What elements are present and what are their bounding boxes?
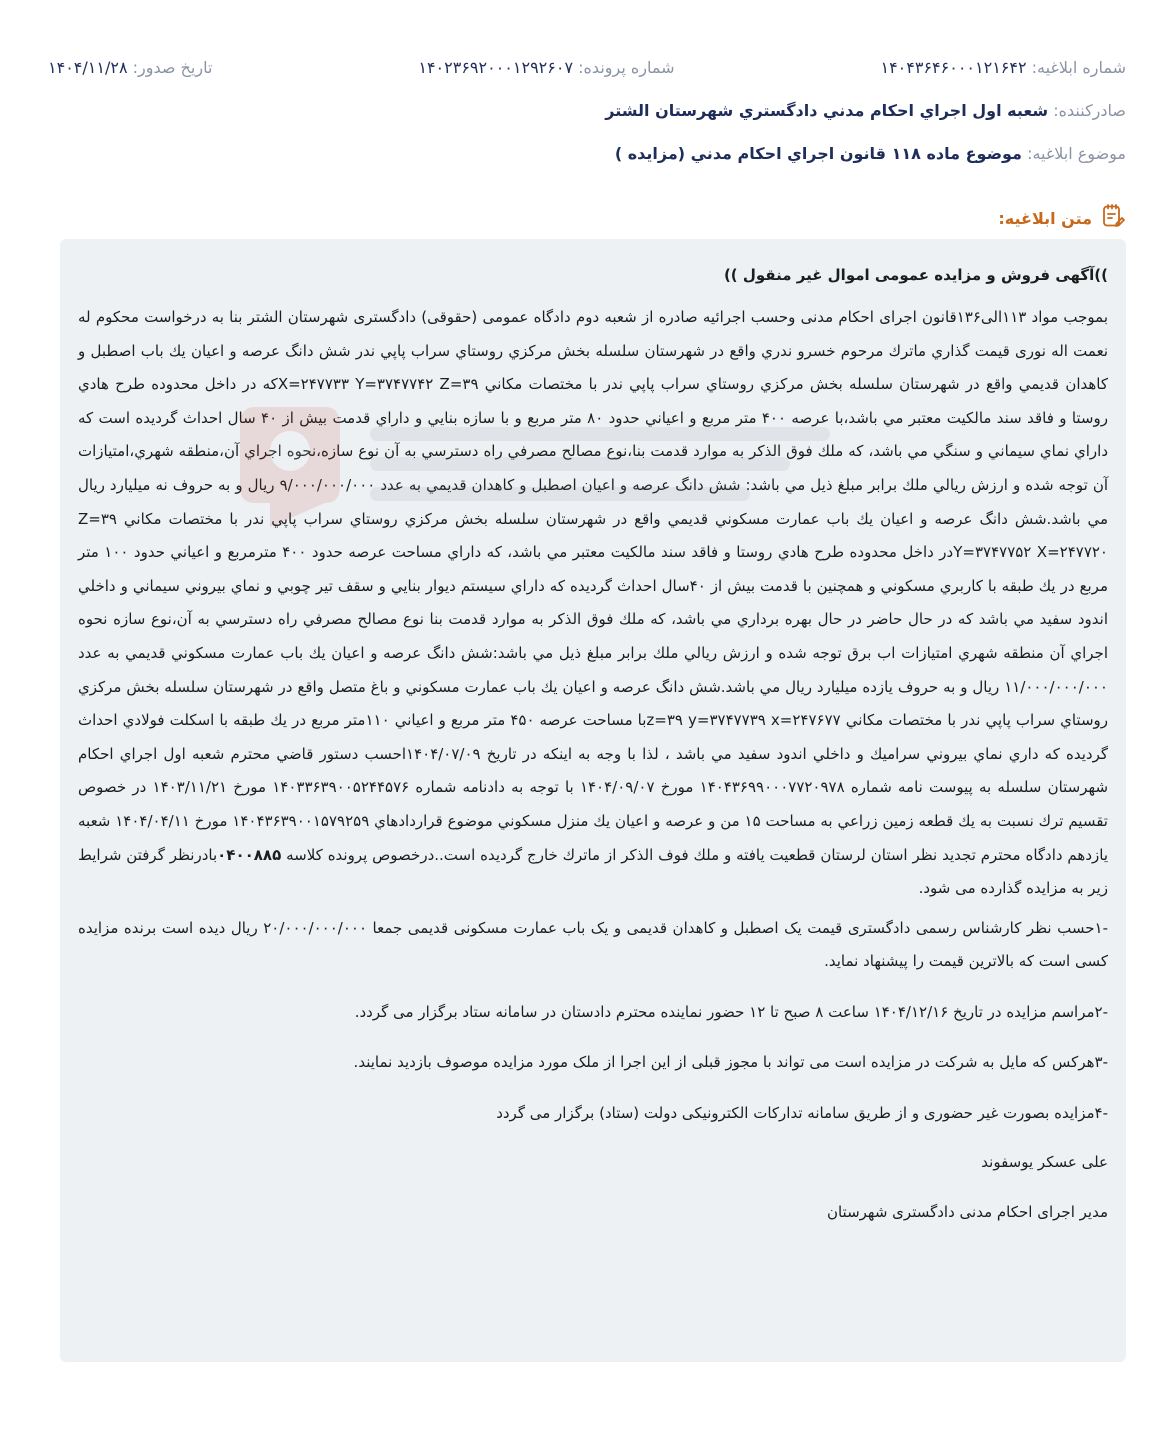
issue-date-label: تاریخ صدور: — [132, 58, 213, 77]
subject: موضوع ماده ۱۱۸ قانون اجراي احكام مدني (مزايده ) — [614, 144, 1022, 163]
meta-row-numbers — [48, 58, 1126, 77]
issuer-label: صادرکننده: — [1053, 101, 1126, 120]
issuer-row — [48, 101, 1126, 120]
subject-label: موضوع ابلاغیه: — [1027, 144, 1126, 163]
term-item-4: -۴مزایده بصورت غیر حضوری و از طریق سامانه تدارکات الکترونیکی دولت (ستاد) برگزار می گردد — [496, 1104, 1108, 1123]
term-item-1: -۱حسب نظر کارشناس رسمی دادگستری قیمت یک اصطبل و کاهدان قدیمی و یک باب عمارت مسکونی قدیمی جمعا ۲۰/۰۰۰/۰۰۰/۰۰۰ ریال دیده است برنده مزایده کسی است که بالاترین قیمت را پیشنهاد نماید. — [78, 918, 1108, 971]
file-number-field — [418, 58, 674, 77]
notice-title: ))آگهی فروش و مزایده عمومی اموال غیر منقول )) — [723, 266, 1108, 284]
notice-body-part2: بادرنظر گرفتن شرايط زير به مزايده گذارده می شود. — [78, 845, 1108, 898]
notice-number-field — [880, 58, 1126, 77]
issue-date-field — [48, 58, 212, 77]
notice-text-heading — [998, 203, 1126, 233]
notice-body-part1: بموجب مواد ۱۱۳الی۱۳۶قانون اجرای احکام مدنی وحسب اجرائیه صادره از شعبه دوم دادگاه عمومی (حقوقی) دادگستری شهرستان الشتر بنا به درخواست محکوم له نعمت اله نوری قيمت گذاري ماترك مرحوم خسرو ندري واقع در شهرستان سلسله بخش مركزي روستاي سراب پاپي ندر شش دانگ عرصه و اعيان يك باب اصطبل و كاهدان قديمي واقع در شهرستان سلسله بخش مركزي روستاي سراب پاپي ندر با مختصات مكاني X=۲۴۷۷۳۳ Y=۳۷۴۷۷۴۲ Z=۳۹كه در داخل محدوده طرح هادي روستا و فاقد سند مالكيت معتبر مي باشد،با عرصه ۴۰۰ متر مربع و اعياني حدود ۸۰ متر مربع و با سازه بنايي و داراي قدمت بيش از ۴۰ سال احداث گرديده است كه داراي نماي سيماني و سنگي مي باشد، كه ملك فوق الذكر به موارد قدمت بنا،نوع مصالح مصرفي راه دسترسي به آن نوع سازه،نحوه اجراي آن،منطقه شهري،امتيازات آن توجه شده و ارزش ريالي ملك برابر مبلغ ذيل مي باشد: شش دانگ عرصه و اعيان اصطبل و كاهدان قديمي به عدد ۹/۰۰۰/۰۰۰/۰۰۰ ريال و به حروف نه ميليارد ريال مي باشد.شش دانگ عرصه و اعيان يك باب عمارت مسكوني قديمي واقع در شهرستان سلسله بخش مركزي روستاي سراب پاپي ندر با مختصات مكاني Z=۳۹ Y=۳۷۴۷۷۵۲ X=۲۴۷۷۲۰در داخل محدوده طرح هادي روستا و فاقد سند مالكيت معتبر مي باشد، كه داراي مساحت عرصه حدود ۴۰۰ مترمربع و اعياني حدود ۱۰۰ متر مربع در يك طبقه با كاربري مسكوني و همچنين با قدمت بيش از ۴۰سال احداث گرديده كه داراي سيستم ديوار بنايي و سقف تير چوبي و نماي بيروني سيماني و داخلي اندود سفيد مي باشد كه در حال حاضر در حال بهره برداري مي باشد، كه ملك فوق الذكر به موارد قدمت بنا نوع مصالح مصرفي راه دسترسي به آن،نوع سازه نحوه اجراي آن منطقه شهري امتيازات اب برق توجه شده و ارزش ريالي ملك برابر مبلغ ذيل مي باشد:شش دانگ عرصه و اعيان يك باب عمارت مسكوني قديمي به عدد ۱۱/۰۰۰/۰۰۰/۰۰۰ ريال و به حروف يازده ميليارد ريال مي باشد.شش دانگ عرصه و اعيان يك باب عمارت مسكوني و باغ متصل واقع در شهرستان سلسله بخش مركزي روستاي سراب پاپي ندر با مختصات مكاني z=۳۹ y=۳۷۴۷۷۳۹ x=۲۴۷۶۷۷با مساحت عرصه ۴۵۰ متر مربع و اعياني ۱۱۰متر مربع در يك طبقه با اسكلت فولادي احداث گرديده كه داري نماي بيروني سراميك و داخلي اندود سفيد مي باشد ، لذا با وجه به اينكه در تاريخ ۱۴۰۴/۰۷/۰۹احسب دستور قاضي محترم شعبه اول اجراي احكام شهرستان سلسله به پيوست نامه شماره ۱۴۰۴۳۶۹۹۰۰۰۷۷۲۰۹۷۸ مورخ ۱۴۰۴/۰۹/۰۷ با توجه به دادنامه شماره ۱۴۰۳۳۶۳۹۰۰۵۲۴۴۵۷۶ مورخ ۱۴۰۳/۱۱/۲۱ در خصوص تقسيم ترك نسبت به يك قطعه زمين زراعي به مساحت ۱۵ من و عرصه و اعيان يك منزل مسكوني موضوع قراردادهاي ۱۴۰۴۳۶۳۹۰۰۱۵۷۹۲۵۹ مورخ ۱۴۰۴/۰۴/۱۱ شعبه يازدهم دادگاه محترم تجديد نظر استان لرستان قطعيت يافته و ملك فوف الذكر از ماترك خارج گرديده است..درخصوص پرونده كلاسه — [78, 308, 1109, 864]
document-edit-icon — [1100, 203, 1126, 233]
signer-name: علی عسکر یوسفوند — [981, 1152, 1108, 1171]
signer-title: مدیر اجرای احکام مدنی دادگستری شهرستان — [826, 1202, 1108, 1221]
subject-row — [48, 144, 1126, 163]
file-number: ۱۴۰۲۳۶۹۲۰۰۰۱۲۹۲۶۰۷ — [418, 58, 574, 77]
file-number-label: شماره پرونده: — [578, 58, 675, 77]
issue-date: ۱۴۰۴/۱۱/۲۸ — [48, 58, 128, 77]
term-item-2: -۲مراسم مزایده در تاریخ ۱۴۰۴/۱۲/۱۶ ساعت ۸ صبح تا ۱۲ حضور نماینده محترم دادستان در سامانه ستاد برگزار می گردد. — [354, 1002, 1108, 1021]
notice-content-box — [60, 239, 1126, 1362]
issuer: شعبه اول اجراي احكام مدني دادگستري شهرستان الشتر — [605, 101, 1049, 120]
term-item-3: -۳هرکس که مایل به شرکت در مزایده است می تواند با مجوز قبلی از این اجرا از ملک مورد مزایده موصوف بازدید نمایند. — [353, 1053, 1108, 1072]
class-number: ۰۴۰۰۸۸۵ — [217, 845, 282, 864]
notice-body — [78, 301, 1108, 906]
notice-number: ۱۴۰۴۳۶۴۶۰۰۰۱۲۱۶۴۲ — [880, 58, 1027, 77]
notice-number-label: شماره ابلاغیه: — [1031, 58, 1126, 77]
notice-text-title: متن ابلاغیه: — [998, 208, 1092, 228]
